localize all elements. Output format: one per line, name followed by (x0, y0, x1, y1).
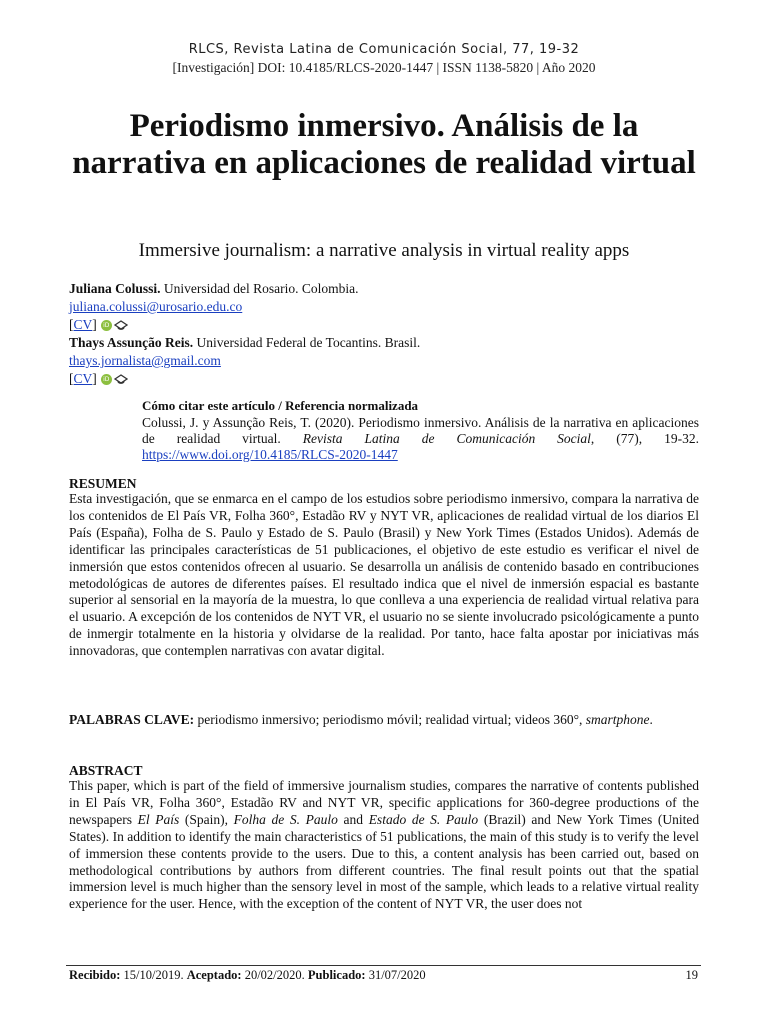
google-scholar-icon[interactable] (114, 320, 128, 332)
author-2-cv-link[interactable]: CV (73, 371, 93, 386)
citation-text-before: Colussi, J. y Assunção Reis, T. (2020). Periodismo inmersivo. Análisis de la narrativa en aplicaciones de realidad virtual. (142, 415, 699, 446)
accepted-label: Aceptado: (186, 968, 242, 982)
author-1-email-row (69, 298, 709, 316)
author-list (69, 280, 709, 388)
accepted-date: 20/02/2020. (244, 968, 305, 982)
keywords-end: . (649, 712, 653, 727)
author-2-affiliation: Universidad Federal de Tocantins. Brasil. (196, 335, 421, 350)
author-2-email-link[interactable]: thays.jornalista@gmail.com (69, 353, 221, 368)
author-2-email-row (69, 352, 709, 370)
citation-journal: Revista Latina de Comunicación Social (302, 431, 591, 446)
citation-heading: Cómo citar este artículo / Referencia normalizada (142, 398, 419, 413)
google-scholar-icon[interactable] (114, 374, 128, 386)
keywords-label: PALABRAS CLAVE: (69, 712, 195, 727)
orcid-icon[interactable]: iD (101, 374, 112, 385)
abstract-text (69, 778, 699, 913)
cv-bracket-close: ] (92, 371, 97, 386)
citation-text (142, 415, 699, 463)
abstract-part: This paper, which is part of the field of immersive journalism studies, compares the narrative of contents published in El País VR, Folha 360°, Estadão RV and NYT VR, specific applications for 360-degree productions of the newspapers (69, 778, 699, 827)
article-title: Periodismo inmersivo. Análisis de la narrativa en aplicaciones de realidad virtual (72, 108, 696, 181)
author-1-line (69, 280, 709, 298)
author-1-cv-link[interactable]: CV (73, 317, 93, 332)
cv-bracket-open: [ (69, 371, 74, 386)
abstract-part: (Spain), (184, 811, 229, 827)
author-1-affiliation: Universidad del Rosario. Colombia. (163, 281, 359, 296)
article-subtitle: Immersive journalism: a narrative analysis in virtual reality apps (138, 240, 630, 261)
keywords-paragraph (69, 712, 699, 729)
abstract-italic: El País (137, 811, 180, 827)
author-2-name: Thays Assunção Reis. (69, 335, 194, 350)
author-1-profile-links (69, 316, 709, 334)
citation-doi-link[interactable]: https://www.doi.org/10.4185/RLCS-2020-1447 (142, 447, 398, 462)
footer-divider (66, 965, 701, 966)
published-label: Publicado: (307, 968, 366, 982)
footer-dates (69, 968, 426, 983)
keywords-text: periodismo inmersivo; periodismo móvil; realidad virtual; videos 360°, (197, 712, 583, 727)
keywords-italic: smartphone (585, 712, 650, 727)
abstract-italic: Estado de S. Paulo (368, 811, 479, 827)
page-number: 19 (685, 968, 698, 982)
author-1-email-link[interactable]: juliana.colussi@urosario.edu.co (69, 299, 243, 314)
received-date: 15/10/2019. (123, 968, 184, 982)
author-1-name: Juliana Colussi. (69, 281, 161, 296)
author-2-line (69, 334, 709, 352)
abstract-part: and (343, 811, 364, 827)
received-label: Recibido: (69, 968, 121, 982)
citation-text-after: , (77), 19-32. (590, 431, 699, 446)
journal-header: RLCS, Revista Latina de Comunicación Social, 77, 19-32 (188, 42, 580, 57)
author-2-profile-links (69, 370, 709, 388)
citation-box (142, 398, 699, 463)
abstract-heading: ABSTRACT (69, 763, 143, 778)
orcid-icon[interactable]: iD (101, 320, 112, 331)
abstract-italic: Folha de S. Paulo (233, 811, 338, 827)
resumen-heading: RESUMEN (69, 476, 137, 491)
resumen-text: Esta investigación, que se enmarca en el campo de los estudios sobre periodismo inmersivo, compara la narrativa de los contenidos de El País VR, Folha 360°, Estadão RV y NYT VR, aplicaciones de realidad virtual de los diarios El País (España), Folha de S. Paulo y Estado de S. Paulo (Brasil) y New York Times (Estados Unidos). Además de identificar las principales características de 51 publicaciones, el objetivo de este estudio es verificar el nivel de inmersión que estos contenidos ofrecen al usuario. Se desarrolla un análisis de contenido basado en contribuciones metodológicas de autores de diferentes países. El resultado indica que el nivel de inmersión espacial es bastante superior al sensorial en la mayoría de la muestra, lo que conlleva a una experiencia de realidad virtual relativa para el usuario. A excepción de los contenidos de NYT VR, el usuario no se siente involucrado psicológicamente a punto de inmergir totalmente en la historia y olvidarse de la realidad. Por tanto, hace falta apostar por iniciativas más innovadoras, que contemplen narrativas con avatar digital. (69, 491, 699, 659)
journal-meta: [Investigación] DOI: 10.4185/RLCS-2020-1447 | ISSN 1138-5820 | Año 2020 (172, 60, 596, 75)
cv-bracket-close: ] (92, 317, 97, 332)
abstract-part: (Brazil) and New York Times (United States). In addition to identify the main characteristics of 51 publications, the main of this study is to verify the level of immersion these contents provide to the users. Due to this, a content analysis has been carried out, based on methodological contributions by authors from different countries. The final result points out that the spatial immersion level is much higher than the sensory level in most of the sample, which leads to a relative virtual reality experience for the user. Hence, with the exception of the content of NYT VR, the user does not (69, 811, 700, 912)
cv-bracket-open: [ (69, 317, 74, 332)
published-date: 31/07/2020 (368, 968, 426, 982)
